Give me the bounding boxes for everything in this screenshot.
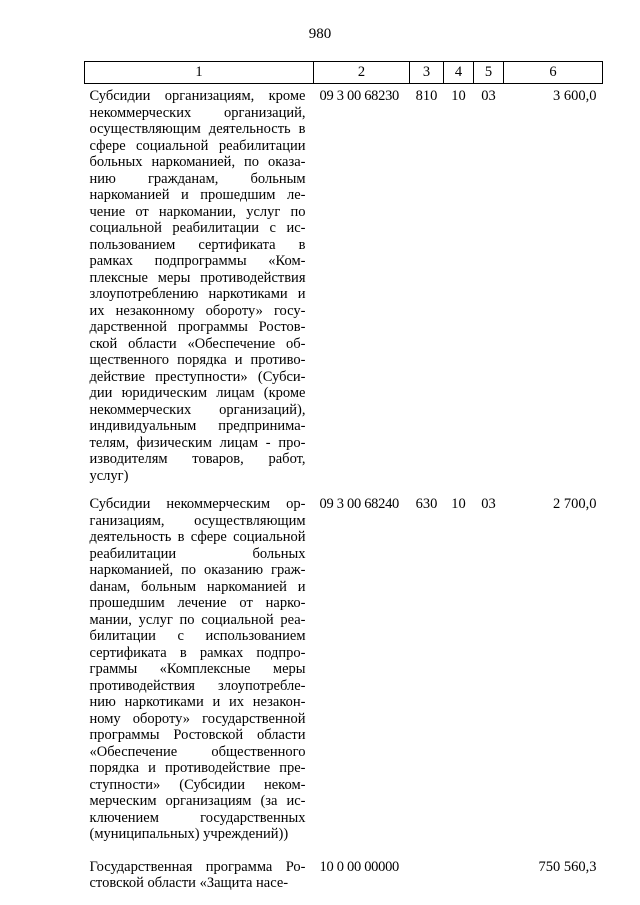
row-code: 10 0 00 00000 xyxy=(319,858,399,875)
row-expense-type xyxy=(410,843,444,892)
budget-table xyxy=(84,61,603,892)
row-expense-type: 810 xyxy=(415,88,438,104)
row-description: Субсидии некоммерческим организациям, осуществляющим деятельность в сфере социальной реабилитации больных наркоманией, по оказанию гражdанам, больным наркоманией и прошедшим лечение от наркомании, услуг по социальной реабилитации с использованием сертификата в рамках подпрограммы «Комплексные меры противодействия злоупотреблению наркотиками и их незаконному обороту» государственной программы Ростовской области «Обеспечение общественного порядка и противодействие преступности» (Субсидии некоммерческим организациям (за исключением государственных (муниципальных) учреждений)) xyxy=(89,496,306,842)
row-amount: 750 560,3 xyxy=(538,858,597,875)
table-header-row xyxy=(85,62,603,84)
row-code: 09 3 00 68240 xyxy=(319,496,399,512)
row-description: Субсидии организациям, кроме некоммерческих организаций, осуществляющим деятельность в сфере социальной реабилитации больных наркоманией, по оказанию гражданам, больным наркоманией и прошедшим лечение от наркомании, услуг по социальной реабилитации с использованием сертификата в рамках подпрограммы «Комплексные меры противодействия злоупотреблению наркотиками и их незаконному обороту» государственной программы Ростовской области «Обеспечение общественного порядка и противодействие преступности» (Субсидии юридическим лицам (кроме некоммерческих организаций), индивидуальным предпринимателям, физическим лицам - производителям товаров, работ, услуг) xyxy=(89,88,306,484)
row-description: Государственная программа Ростовской области «Защита насе- xyxy=(89,858,306,891)
row-section: 10 xyxy=(451,88,466,104)
page-number: 980 xyxy=(308,26,332,42)
row-section xyxy=(444,843,474,892)
column-header: 2 xyxy=(314,62,410,84)
column-header: 1 xyxy=(85,62,314,84)
row-amount: 2 700,0 xyxy=(553,496,597,512)
row-amount: 3 600,0 xyxy=(553,88,597,104)
column-header: 3 xyxy=(410,62,444,84)
column-header: 5 xyxy=(474,62,504,84)
column-header: 6 xyxy=(504,62,603,84)
table-row xyxy=(85,84,603,485)
row-subsection xyxy=(474,843,504,892)
row-expense-type: 630 xyxy=(415,496,438,512)
row-subsection: 03 xyxy=(481,496,496,512)
table-row xyxy=(85,843,603,892)
row-code: 09 3 00 68230 xyxy=(319,88,399,104)
table-row xyxy=(85,484,603,843)
row-subsection: 03 xyxy=(481,88,496,104)
column-header: 4 xyxy=(444,62,474,84)
row-section: 10 xyxy=(451,496,466,512)
